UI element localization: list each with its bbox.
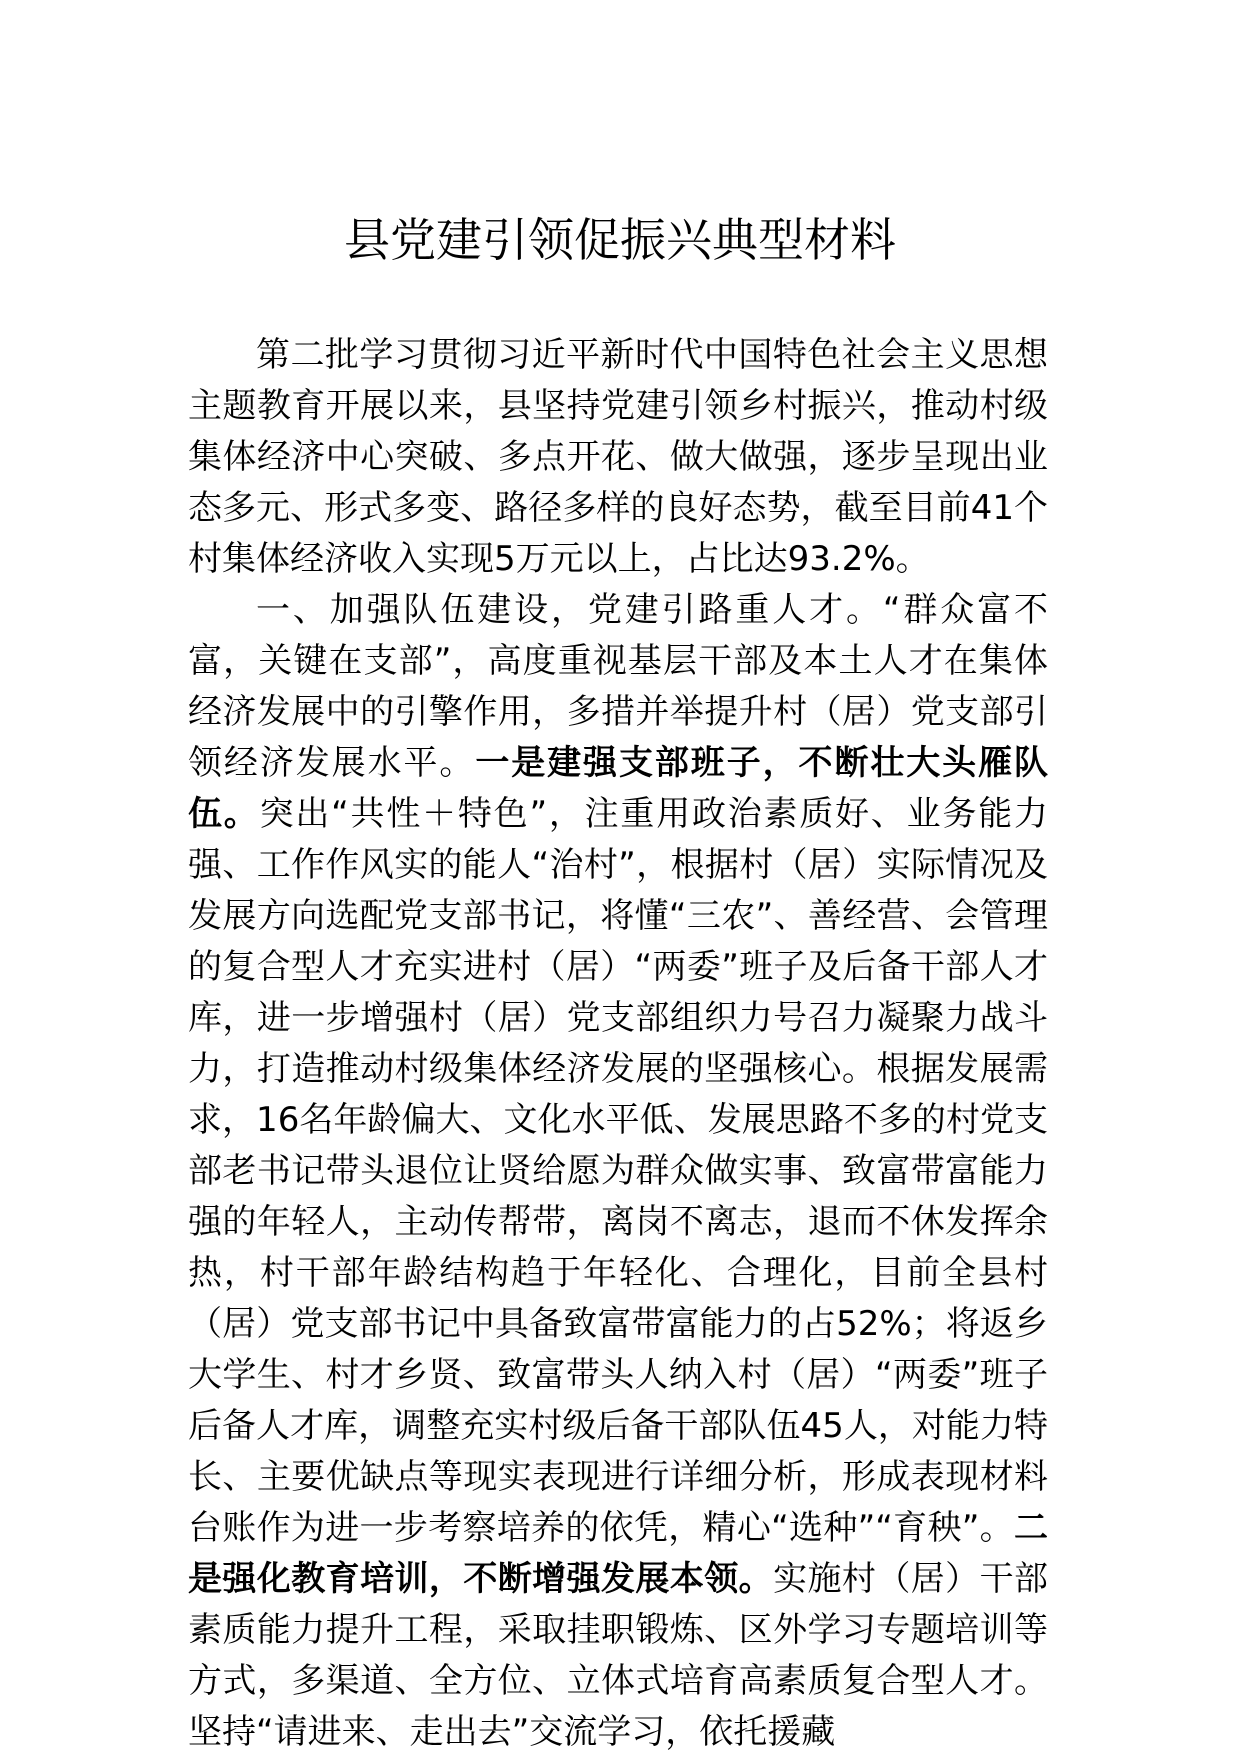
document-title: 县党建引领促振兴典型材料: [344, 213, 896, 267]
paragraph-text: 突出“共性＋特色”，注重用政治素质好、业务能力强、工作作风实的能人“治村”，根据村（居）实际情况及发展方向选配党支部书记，将懂“三农”、善经营、会管理的复合型人才充实进村（居）“两委”班子及后备干部人才库，进一步增强村（居）党支部组织力号召力凝聚力战斗力，打造推动村级集体经济发展的坚强核心。根据发展需求，16名年龄偏大、文化水平低、发展思路不多的村党支部老书记带头退位让贤给愿为群众做实事、致富带富能力强的年轻人，主动传帮带，离岗不离志，退而不休发挥余热，村干部年龄结构趋于年轻化、合理化，目前全县村（居）党支部书记中具备致富带富能力的占52%；将返乡大学生、村才乡贤、致富带头人纳入村（居）“两委”班子后备人才库，调整充实村级后备干部队伍45人，对能力特长、主要优缺点等现实表现进行详细分析，形成表现材料台账作为进一步考察培养的依凭，精心“选种”“育秧”。: [188, 794, 1049, 1548]
bold-point-one: 一是建强支部班子，不断壮大头雁队伍。: [188, 743, 1049, 834]
section-one-paragraph: [188, 585, 1048, 1758]
paragraph-text: 第二批学习贯彻习近平新时代中国特色社会主义思想主题教育开展以来，县坚持党建引领乡村振兴，推动村级集体经济中心突破、多点开花、做大做强，逐步呈现出业态多元、形式多变、路径多样的良好态势，截至目前41个村集体经济收入实现5万元以上，占比达93.2%。: [188, 335, 1048, 579]
bold-point-two: 二是强化教育培训，不断增强发展本领。: [188, 1508, 1048, 1599]
section-heading-text: 一、加强队伍建设，党建引路重人才。“群众富不富，关键在支部”，高度重视基层干部及本土人才在集体经济发展中的引擎作用，多措并举提升村（居）党支部引领经济发展水平。: [188, 590, 1048, 783]
paragraph-text: 实施村（居）干部素质能力提升工程，采取挂职锻炼、区外学习专题培训等方式，多渠道、全方位、立体式培育高素质复合型人才。坚持“请进来、走出去”交流学习，依托援藏: [188, 1559, 1049, 1752]
document-body: [188, 330, 1048, 1758]
intro-paragraph: [188, 330, 1048, 585]
